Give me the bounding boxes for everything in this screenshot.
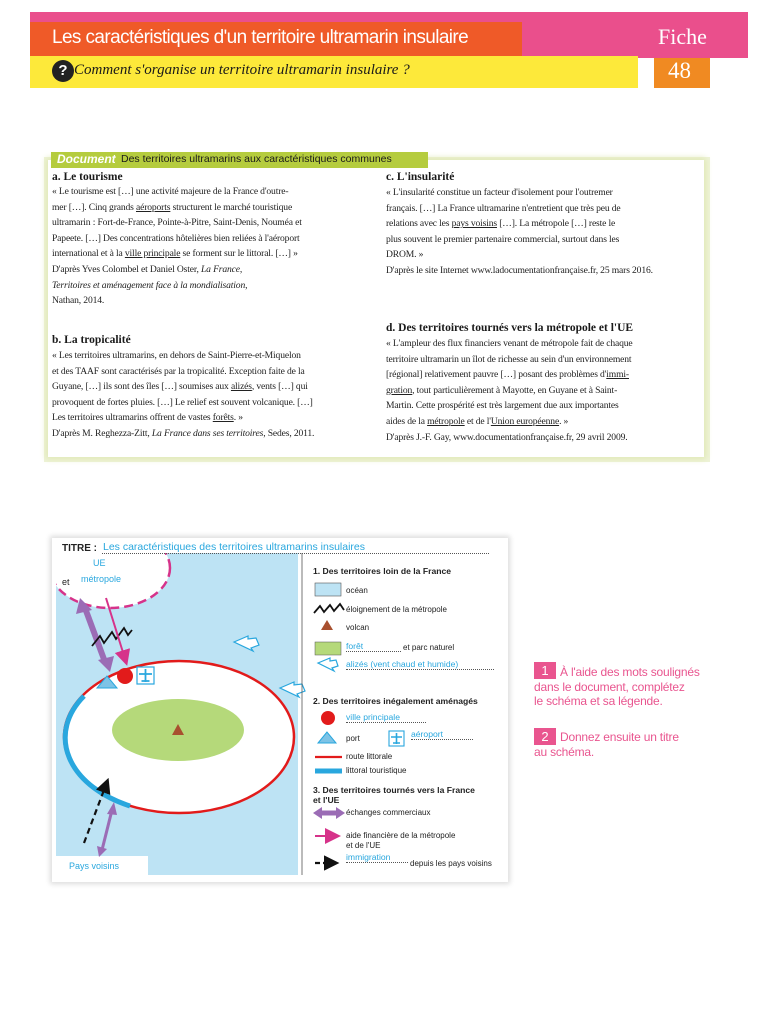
text-line: international et à la ville principale se forment sur le littoral. […] » (52, 248, 298, 260)
legend-immigration-label: immigration (346, 852, 408, 863)
text-line: « Le tourisme est […] une activité majeure de la France d'outre- (52, 186, 289, 197)
legend-port-label: port (346, 734, 360, 743)
section-b-text (52, 348, 370, 442)
underlined-keyword: forêts (212, 412, 234, 424)
underlined-keyword: aéroports (135, 201, 171, 213)
legend-section-3: 3. Des territoires tournés vers la France et l'UE (313, 785, 475, 805)
legend-section-1: 1. Des territoires loin de la France (313, 566, 452, 576)
legend-littoral: littoral touristique (346, 766, 407, 775)
page-question: Comment s'organise un territoire ultramarin insulaire ? (74, 62, 410, 78)
underlined-keyword: pays voisins (451, 218, 497, 230)
text-line: D'après M. Reghezza-Zitt, La France dans ses territoires, Sedes, 2011. (52, 427, 315, 439)
text-line: Les territoires ultramarins offrent de vastes forêts. » (52, 412, 243, 424)
text-line: ultramarin : Fort-de-France, Pointe-à-Pitre, Saint-Denis, Nouméa et (52, 217, 302, 229)
text-line: aides de la métropole et de l'Union européenne. » (386, 415, 569, 427)
text-line: Papeete. […] Des concentrations hôtelières bien reliées à l'aéroport (52, 232, 300, 244)
legend-route: route littorale (346, 752, 393, 761)
text-line: Territoires et aménagement face à la mondialisation, (52, 279, 248, 291)
legend-port (318, 732, 336, 743)
map-metropole-label: métropole (81, 574, 122, 584)
italic-text: La France, (200, 263, 243, 275)
text-line: plus souvent le premier partenaire commercial, surtout dans les (386, 233, 620, 245)
schema-title-answer: Les caractéristiques des territoires ultramarins insulaires (103, 541, 366, 553)
page-title: Les caractéristiques d'un territoire ultramarin insulaire (52, 27, 469, 48)
section-a-text (52, 184, 370, 309)
section-a-title: a. Le tourisme (52, 171, 123, 183)
titre-dotted-line (102, 553, 489, 554)
legend-echanges: échanges commerciaux (346, 808, 431, 817)
text-line: DROM. » (386, 249, 424, 261)
underlined-keyword: immi- (606, 369, 629, 381)
text-line: « Les territoires ultramarins, en dehors de Saint-Pierre-et-Miquelon (52, 350, 301, 361)
text-line: mer […]. Cinq grands aéroports structurent le marché touristique (52, 201, 293, 213)
legend-aeroport: aéroport (411, 729, 473, 740)
underlined-keyword: métropole (427, 415, 465, 427)
legend-parc: et parc naturel (403, 643, 455, 652)
legend-ocean-swatch (315, 583, 341, 596)
text-line: D'après Yves Colombel et Daniel Oster, La France, (52, 263, 243, 275)
legend-foret: forêt (346, 641, 401, 652)
legend-section-2: 2. Des territoires inégalement aménagés (313, 696, 478, 706)
question-icon: ? (52, 60, 74, 82)
text-line: « L'ampleur des flux financiers venant de métropole fait de chaque (386, 338, 633, 349)
legend-alizes: alizés (vent chaud et humide) (346, 659, 494, 670)
instruction-2-text: Donnez ensuite un titre au schéma. (534, 730, 679, 759)
text-line: territoire ultramarin un îlot de richesse au sein d'un environnement (386, 353, 632, 365)
map-ue-label: UE (93, 558, 106, 568)
text-line: relations avec les pays voisins […]. La métropole […] reste le (386, 218, 616, 230)
section-c-text (386, 185, 702, 279)
titre-label: TITRE : (62, 543, 97, 554)
map-pays-voisins-label: Pays voisins (69, 861, 120, 871)
document-title: Des territoires ultramarins aux caractéristiques communes (121, 153, 392, 165)
text-line: et des TAAF sont caractérisés par la tropicalité. Exception faite de la (52, 365, 305, 377)
section-d-title: d. Des territoires tournés vers la métropole et l'UE (386, 322, 634, 334)
text-line: français. […] La France ultramarine n'entretient que très peu de (386, 202, 621, 214)
legend-city (321, 711, 335, 725)
text-line: provoquent de fortes pluies. […] Le relief est souvent volcanique. […] (52, 396, 313, 408)
legend-forest-swatch (315, 642, 341, 655)
underlined-keyword: alizés (230, 381, 252, 393)
underlined-keyword: Union européenne (490, 415, 560, 427)
section-c-title: c. L'insularité (386, 171, 455, 183)
document-label: Document (57, 152, 116, 166)
text-line: Nathan, 2014. (52, 295, 105, 307)
legend-volcan: volcan (346, 623, 370, 632)
legend-eloignement: éloignement de la métropole (346, 605, 447, 614)
legend-ville: ville principale (346, 712, 426, 723)
fiche-number: 48 (668, 58, 691, 83)
legend-wind-arrow (318, 658, 338, 671)
text-line: gration, tout particulièrement à Mayotte, en Guyane et à Saint- (386, 384, 618, 396)
section-d-text (386, 336, 702, 445)
section-b-title: b. La tropicalité (52, 334, 131, 346)
legend-aide: aide financière de la métropole et de l'UE (346, 831, 456, 850)
city-icon (117, 668, 133, 684)
underlined-keyword: ville principale (124, 248, 181, 260)
italic-text: La France dans ses territoires (151, 427, 264, 439)
legend-trade (313, 807, 345, 819)
instruction-1-number: 1 (534, 662, 556, 679)
legend-zigzag (314, 604, 344, 613)
legend-volcano (321, 620, 333, 630)
legend-ocean: océan (346, 586, 368, 595)
text-line: D'après le site Internet www.ladocumentationfrançaise.fr, 25 mars 2016. (386, 264, 653, 276)
italic-text: Territoires et aménagement face à la mondialisation (52, 279, 246, 291)
map-et-label: et (62, 577, 70, 587)
text-line: Guyane, […] ils sont des îles […] soumises aux alizés, vents […] qui (52, 381, 308, 393)
text-line: « L'insularité constitue un facteur d'isolement pour l'outremer (386, 187, 613, 198)
text-line: D'après J.-F. Gay, www.documentationfrançaise.fr, 29 avril 2009. (386, 431, 628, 443)
text-line: [régional] relativement pauvre […] posant des problèmes d'immi- (386, 369, 629, 381)
text-line: Martin. Cette prospérité est très largement due aux importantes (386, 400, 619, 412)
instruction-1-text: À l'aide des mots soulignés dans le document, complétez le schéma et sa légende. (534, 665, 700, 708)
fiche-label: Fiche (658, 24, 707, 49)
legend-depuis: depuis les pays voisins (410, 859, 492, 868)
instruction-2-number: 2 (534, 728, 556, 745)
underlined-keyword: gration (386, 384, 413, 396)
